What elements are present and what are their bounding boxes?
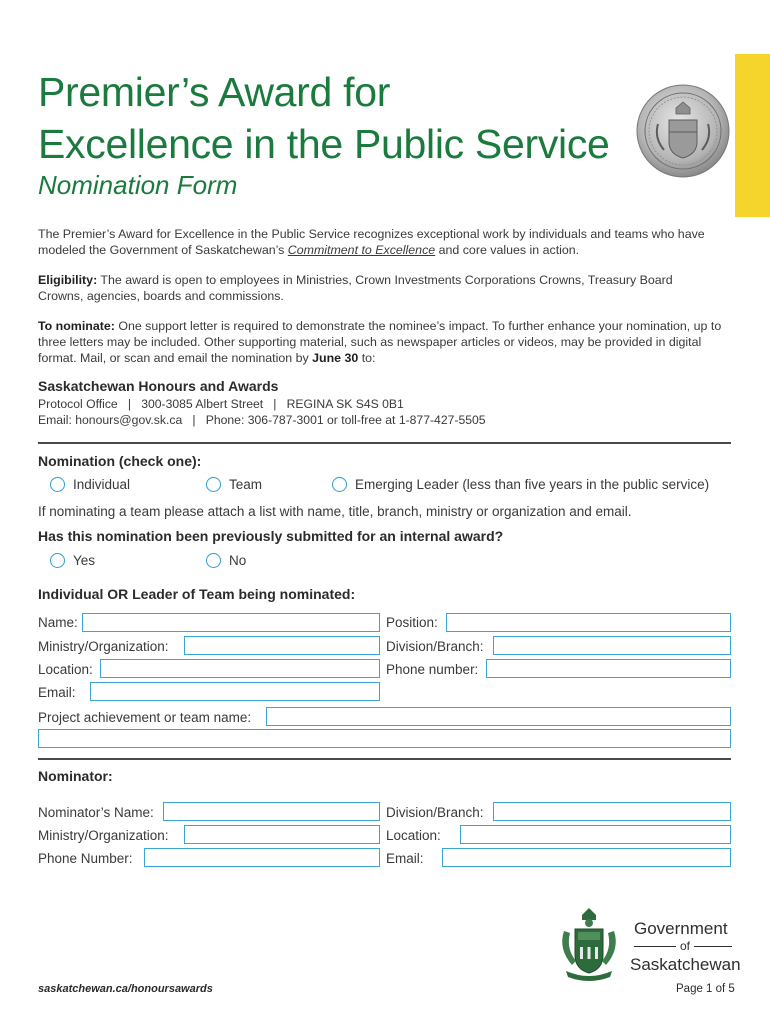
nominator-email-label: Email: bbox=[386, 851, 424, 866]
page-number: Page 1 of 5 bbox=[676, 983, 735, 995]
coat-of-arms-icon bbox=[558, 905, 620, 985]
eligibility-paragraph: Eligibility: The award is open to employees in Ministries, Crown Investments Corporations Crowns, Treasury Board Crowns, agencies, boards and commissions. bbox=[38, 273, 673, 303]
contact-email-phone: Email: honours@gov.sk.ca | Phone: 306-787-3001 or toll-free at 1-877-427-5505 bbox=[38, 413, 486, 427]
nominee-name-input[interactable] bbox=[82, 613, 380, 632]
nominee-ministry-label: Ministry/Organization: bbox=[38, 639, 169, 654]
nominator-division-label: Division/Branch: bbox=[386, 805, 484, 820]
nominee-email-label: Email: bbox=[38, 685, 76, 700]
nominator-phone-label: Phone Number: bbox=[38, 851, 133, 866]
nominator-ministry-label: Ministry/Organization: bbox=[38, 828, 169, 843]
nominator-name-label: Nominator’s Name: bbox=[38, 805, 154, 820]
radio-icon[interactable] bbox=[332, 477, 347, 492]
project-input-line-1[interactable] bbox=[266, 707, 731, 726]
nomination-type-heading: Nomination (check one): bbox=[38, 453, 202, 469]
to-nominate-paragraph: To nominate: One support letter is required to demonstrate the nominee’s impact. To further enhance your nomination, up to three letters may be included. Other supporting material, such as newspaper articles or videos, may be provided in digital format. Mail, or scan and email the nomination by June 30 to: bbox=[38, 319, 722, 365]
nominee-location-input[interactable] bbox=[100, 659, 380, 678]
previous-submission-heading: Has this nomination been previously submitted for an internal award? bbox=[38, 528, 504, 544]
nominator-email-input[interactable] bbox=[442, 848, 731, 867]
nominator-division-input[interactable] bbox=[493, 802, 731, 821]
nominee-heading: Individual OR Leader of Team being nominated: bbox=[38, 586, 356, 602]
nominee-division-label: Division/Branch: bbox=[386, 639, 484, 654]
project-label: Project achievement or team name: bbox=[38, 710, 252, 725]
nominator-heading: Nominator: bbox=[38, 768, 113, 784]
nominee-name-label: Name: bbox=[38, 615, 78, 630]
nominator-location-input[interactable] bbox=[460, 825, 731, 844]
nominee-phone-label: Phone number: bbox=[386, 662, 479, 677]
intro-paragraph: The Premier’s Award for Excellence in the Public Service recognizes exceptional work by individuals and teams who have modeled the Government of Saskatchewan’s Commitment to Excellence and core values in action. bbox=[38, 227, 705, 257]
nominator-ministry-input[interactable] bbox=[184, 825, 380, 844]
nominator-name-input[interactable] bbox=[163, 802, 380, 821]
page-title bbox=[38, 66, 638, 170]
gov-line-1: Government bbox=[634, 919, 728, 938]
gov-of: of bbox=[676, 939, 694, 953]
radio-yes[interactable]: Yes bbox=[50, 553, 95, 568]
gov-line-3: Saskatchewan bbox=[630, 955, 741, 974]
radio-individual[interactable]: Individual bbox=[50, 477, 130, 492]
team-note: If nominating a team please attach a list with name, title, branch, ministry or organization and email. bbox=[38, 504, 632, 519]
nominee-division-input[interactable] bbox=[493, 636, 731, 655]
nominee-position-input[interactable] bbox=[446, 613, 731, 632]
nominee-position-label: Position: bbox=[386, 615, 438, 630]
radio-icon[interactable] bbox=[50, 553, 65, 568]
radio-icon[interactable] bbox=[50, 477, 65, 492]
divider bbox=[38, 442, 731, 444]
nominator-location-label: Location: bbox=[386, 828, 441, 843]
government-logo bbox=[558, 905, 741, 985]
nominee-ministry-input[interactable] bbox=[184, 636, 380, 655]
seal-emblem bbox=[636, 84, 730, 178]
radio-icon[interactable] bbox=[206, 477, 221, 492]
contact-org: Saskatchewan Honours and Awards bbox=[38, 378, 279, 394]
radio-no[interactable]: No bbox=[206, 553, 246, 568]
footer-website-link[interactable]: saskatchewan.ca/honoursawards bbox=[38, 983, 213, 995]
nominee-phone-input[interactable] bbox=[486, 659, 731, 678]
nominee-location-label: Location: bbox=[38, 662, 93, 677]
page-subtitle: Nomination Form bbox=[38, 170, 238, 200]
accent-tab bbox=[735, 54, 770, 217]
title-line-1: Premier’s Award for bbox=[38, 69, 391, 115]
radio-team[interactable]: Team bbox=[206, 477, 262, 492]
nominator-phone-input[interactable] bbox=[144, 848, 380, 867]
radio-icon[interactable] bbox=[206, 553, 221, 568]
title-line-2: Excellence in the Public Service bbox=[38, 121, 610, 167]
divider bbox=[38, 758, 731, 760]
commitment-link[interactable]: Commitment to Excellence bbox=[287, 243, 436, 257]
radio-emerging-leader[interactable]: Emerging Leader (less than five years in the public service) bbox=[332, 477, 709, 492]
nominee-email-input[interactable] bbox=[90, 682, 380, 701]
contact-address: Protocol Office | 300-3085 Albert Street | REGINA SK S4S 0B1 bbox=[38, 397, 404, 411]
project-input-line-2[interactable] bbox=[38, 729, 731, 748]
